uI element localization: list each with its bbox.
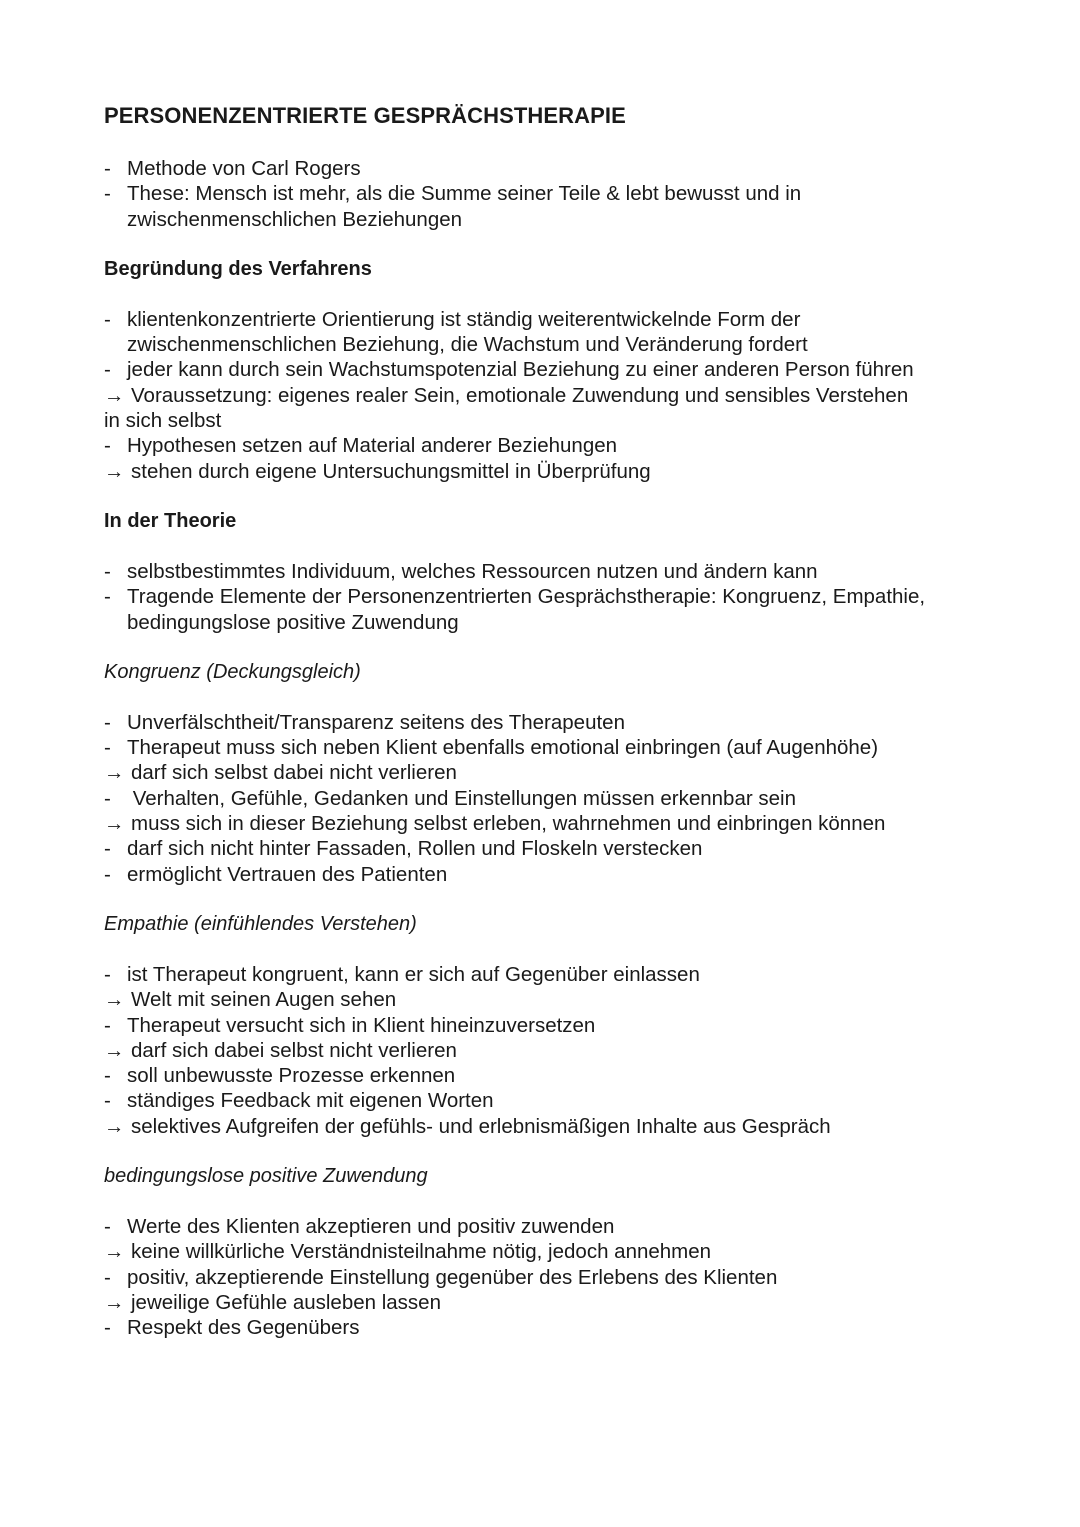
document-title: PERSONENZENTRIERTE GESPRÄCHSTHERAPIE xyxy=(104,103,626,128)
list-item: - Verhalten, Gefühle, Gedanken und Einstellungen müssen erkennbar sein xyxy=(104,786,796,810)
section-heading: bedingungslose positive Zuwendung xyxy=(104,1165,428,1188)
list-item: - klientenkonzentrierte Orientierung ist ständig weiterentwickelnde Form der zwischenmenschlichen Beziehung, die Wachstum und Veränderung fordert xyxy=(104,307,808,357)
intro-list xyxy=(104,156,1004,232)
bullet-dash-icon: - xyxy=(104,786,111,810)
arrow-item: → Welt mit seinen Augen sehen xyxy=(104,988,397,1012)
document-page xyxy=(104,102,1004,1366)
arrow-item: → jeweilige Gefühle ausleben lassen xyxy=(104,1290,441,1314)
arrow-item: → darf sich selbst dabei nicht verlieren xyxy=(104,761,457,785)
list-item: - Therapeut versucht sich in Klient hineinzuversetzen xyxy=(104,1013,596,1037)
bullet-dash-icon: - xyxy=(104,837,111,861)
section-body xyxy=(104,307,1004,484)
arrow-right-icon: → xyxy=(104,761,125,785)
bullet-dash-icon: - xyxy=(104,1316,111,1340)
bullet-dash-icon: - xyxy=(104,182,111,206)
bullet-dash-icon: - xyxy=(104,1013,111,1037)
arrow-right-icon: → xyxy=(104,1038,125,1062)
arrow-right-icon: → xyxy=(104,988,125,1012)
list-item: - Werte des Klienten akzeptieren und positiv zuwenden xyxy=(104,1215,615,1239)
section-body xyxy=(104,559,1004,635)
section-heading: Kongruenz (Deckungsgleich) xyxy=(104,660,361,683)
list-item: - Hypothesen setzen auf Material anderer Beziehungen xyxy=(104,434,618,458)
section-body xyxy=(104,962,1004,1139)
bullet-dash-icon: - xyxy=(104,1089,111,1113)
list-item: - Tragende Elemente der Personenzentrierten Gesprächstherapie: Kongruenz, Empathie, bedingungslose positive Zuwendung xyxy=(104,585,926,634)
list-item: - ermöglicht Vertrauen des Patienten xyxy=(104,862,448,886)
arrow-item: → darf sich dabei selbst nicht verlieren xyxy=(104,1038,457,1062)
arrow-right-icon: → xyxy=(104,812,125,836)
arrow-right-icon: → xyxy=(104,1290,125,1314)
list-item: - These: Mensch ist mehr, als die Summe seiner Teile & lebt bewusst und in zwischenmenschlichen Beziehungen xyxy=(104,182,802,231)
list-item: - positiv, akzeptierende Einstellung gegenüber des Erlebens des Klienten xyxy=(104,1265,778,1289)
bullet-dash-icon: - xyxy=(104,358,111,382)
section-body xyxy=(104,710,1004,887)
arrow-item: → Voraussetzung: eigenes realer Sein, emotionale Zuwendung und sensibles Verstehen xyxy=(104,383,909,407)
bullet-dash-icon: - xyxy=(104,962,111,986)
arrow-right-icon: → xyxy=(104,383,125,407)
list-item: - selbstbestimmtes Individuum, welches Ressourcen nutzen und ändern kann xyxy=(104,559,818,583)
list-item: - Unverfälschtheit/Transparenz seitens des Therapeuten xyxy=(104,710,625,734)
bullet-dash-icon: - xyxy=(104,307,111,331)
arrow-right-icon: → xyxy=(104,1240,125,1264)
section-heading: Begründung des Verfahrens xyxy=(104,257,372,280)
bullet-dash-icon: - xyxy=(104,559,111,583)
bullet-dash-icon: - xyxy=(104,710,111,734)
bullet-dash-icon: - xyxy=(104,862,111,886)
bullet-dash-icon: - xyxy=(104,1265,111,1289)
bullet-dash-icon: - xyxy=(104,736,111,760)
list-item: - Therapeut muss sich neben Klient ebenfalls emotional einbringen (auf Augenhöhe) xyxy=(104,736,879,760)
section-body xyxy=(104,1214,1004,1340)
arrow-item: → keine willkürliche Verständnisteilnahme nötig, jedoch annehmen xyxy=(104,1240,712,1264)
arrow-right-icon: → xyxy=(104,459,125,483)
arrow-item: → selektives Aufgreifen der gefühls- und erlebnismäßigen Inhalte aus Gespräch xyxy=(104,1114,831,1138)
arrow-item: → muss sich in dieser Beziehung selbst erleben, wahrnehmen und einbringen können xyxy=(104,812,886,836)
bullet-dash-icon: - xyxy=(104,1064,111,1088)
list-item: - ist Therapeut kongruent, kann er sich auf Gegenüber einlassen xyxy=(104,962,700,986)
section-heading: In der Theorie xyxy=(104,509,237,532)
bullet-dash-icon: - xyxy=(104,585,111,609)
list-item: - Methode von Carl Rogers xyxy=(104,157,361,180)
list-item: - jeder kann durch sein Wachstumspotenzial Beziehung zu einer anderen Person führen xyxy=(104,358,914,382)
section-heading: Empathie (einfühlendes Verstehen) xyxy=(104,912,417,935)
arrow-right-icon: → xyxy=(104,1114,125,1138)
list-item: - darf sich nicht hinter Fassaden, Rollen und Floskeln verstecken xyxy=(104,837,703,861)
list-item: - Respekt des Gegenübers xyxy=(104,1316,360,1340)
arrow-item: → stehen durch eigene Untersuchungsmittel in Überprüfung xyxy=(104,459,651,483)
continuation-line: in sich selbst xyxy=(104,409,222,433)
bullet-dash-icon: - xyxy=(104,1215,111,1239)
list-item: - soll unbewusste Prozesse erkennen xyxy=(104,1064,456,1088)
bullet-dash-icon: - xyxy=(104,157,111,180)
bullet-dash-icon: - xyxy=(104,434,111,458)
list-item: - ständiges Feedback mit eigenen Worten xyxy=(104,1089,494,1113)
